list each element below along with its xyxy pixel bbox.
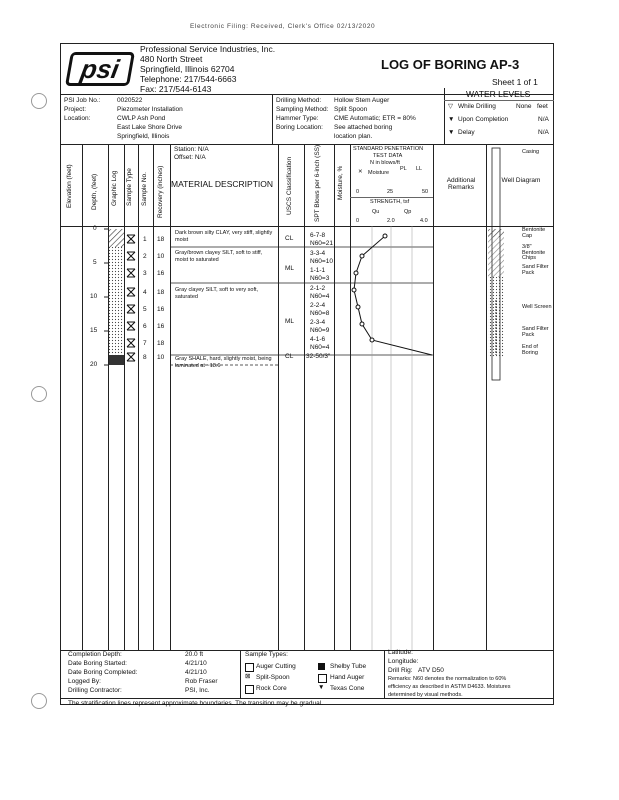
well-label: Sand Filter Pack [522,326,549,338]
sample-type-texas: Texas Cone [330,685,365,692]
drill-rig-value: ATV D50 [418,667,444,674]
uscs-label: ML [285,265,295,272]
footer-col-line [384,650,385,698]
sheet-number: Sheet 1 of 1 [492,77,538,87]
moisture-header: Moisture, % [337,165,344,200]
graphic-log-header: Graphic Log [111,170,118,206]
uscs-header: USCS Classification [286,156,293,215]
shelby-tube-icon [318,663,325,670]
spt-title: N in blows/ft [370,160,400,166]
spt-blows: 2-3-4 [310,319,326,326]
contractor-label: Drilling Contractor: [68,687,122,694]
spt-legend-moisture: Moisture [368,170,390,176]
depth-tick-label: 0 [93,225,97,232]
spt-n60: N60=10 [310,258,333,265]
material-description-header: MATERIAL DESCRIPTION [171,179,274,189]
delay-value: N/A [538,129,549,136]
remarks-text: Remarks: N60 denotes the normalization to 60% [388,676,507,682]
while-drilling-value: None [516,103,532,110]
location-label: Location: [64,115,91,122]
sample-no: 1 [143,236,147,243]
completion-depth-value: 20.0 ft [185,651,204,658]
sample-no-header: Sample No. [141,172,148,206]
company-name: Professional Service Industries, Inc. [140,44,276,54]
strength-scale-0: 0 [356,218,360,224]
sample-type-header: Sample Type [126,168,133,206]
company-telephone: Telephone: 217/544-6663 [140,74,237,84]
remarks-text: efficiency as described in ASTM D4633. Moistures [388,684,511,690]
sample-no: 5 [143,306,147,313]
longitude-label: Longitude: [388,658,419,665]
depth-header: Depth, (feet) [91,173,98,210]
date-completed-value: 4/21/10 [185,669,207,676]
remarks-text: determined by visual methods. [388,692,463,698]
elevation-header: Elevation (feet) [66,164,73,208]
material-description: Gray clayey SILT, soft to very soft, saturated [175,287,259,300]
company-street: 480 North Street [140,54,203,64]
sample-no: 2 [143,253,147,260]
depth-tick-label: 20 [90,361,98,368]
spt-n60: N60=4 [310,293,330,300]
strength-scale-4: 4.0 [420,218,428,224]
completion-depth-label: Completion Depth: [68,651,122,658]
uscs-label: CL [285,235,294,242]
boring-location-label: Boring Location: [276,124,323,131]
boring-location-value: See attached boring [334,124,393,131]
recovery-header: Recovery (inches) [157,165,164,218]
while-drilling-unit: feet [537,103,548,110]
sample-recovery: 18 [157,340,165,347]
sampling-method-label: Sampling Method: [276,106,329,113]
report-title: LOG OF BORING AP-3 [381,57,520,72]
hammer-type-value: CME Automatic; ETR = 80% [334,115,416,122]
well-diagram-header: Well Diagram [501,177,541,184]
sampling-method-value: Split Spoon [334,106,368,113]
rock-core-icon [245,685,254,694]
well-label: Well Screen [522,304,552,310]
sample-no: 6 [143,323,147,330]
sample-no: 4 [143,289,147,296]
spt-n60: N60=3 [310,275,330,282]
spt-blows: 32-50/3" [306,353,331,360]
sample-type-rock: Rock Core [256,685,287,692]
spt-title: STANDARD PENETRATION [353,146,424,152]
material-description: Gray/brown clayey SILT, soft to stiff, moist to saturated [175,250,263,263]
project-label: Project: [64,106,87,113]
sample-type-hand: Hand Auger [330,674,365,681]
water-triangle-icon: ▽ [448,103,453,110]
stratification-note: The stratification lines represent approximate boundaries. The transition may be gradual. [68,700,323,707]
strength-title: STRENGTH, tsf [370,199,410,205]
auger-cutting-icon [245,663,254,672]
job-label: PSI Job No.: [64,97,101,104]
spt-n60: N60=9 [310,327,330,334]
texas-cone-icon: ▼ [318,684,325,691]
company-city: Springfield, Illinois 62704 [140,64,235,74]
location-value: CWLP Ash Pond [117,115,166,122]
latitude-label: Latitude: [388,649,413,656]
material-description: Dark brown silty CLAY, very stiff, slightly moist [175,230,273,243]
sample-recovery: 18 [157,289,165,296]
uscs-label: CL [285,353,294,360]
spt-blows: 1-1-1 [310,267,326,274]
station-label: Station: N/A [174,146,209,153]
spt-legend-pl: PL [400,166,407,172]
sample-type-auger: Auger Cutting [256,663,296,670]
remarks-header: Additional Remarks [446,177,476,191]
date-completed-label: Date Boring Completed: [68,669,138,676]
spt-scale-0: 0 [356,189,360,195]
location-value: East Lake Shore Drive [117,124,183,131]
strength-scale-2: 2.0 [387,218,395,224]
sample-recovery: 16 [157,306,165,313]
sample-recovery: 16 [157,323,165,330]
spt-n60: N60=21 [310,240,333,247]
spt-scale-50: 50 [422,189,429,195]
filing-stamp: Electronic Filing: Received, Clerk's Office 02/13/2020 [190,23,376,30]
sample-recovery: 16 [157,270,165,277]
water-triangle-icon: ▼ [448,129,455,136]
spt-blows: 2-2-4 [310,302,326,309]
boring-location-value: location plan. [334,133,373,140]
sample-no: 7 [143,340,147,347]
stratum-lines [170,247,433,365]
sample-recovery: 10 [157,253,165,260]
project-value: Piezometer Installation [117,106,183,113]
material-description: Gray SHALE, hard, slightly moist, being laminated at ~18.6 [175,356,272,369]
moisture-x-icon: ✕ [358,169,363,175]
spt-scale-25: 25 [387,189,394,195]
well-label: Bentonite Cap [522,227,546,239]
date-started-label: Date Boring Started: [68,660,127,667]
spt-legend-ll: LL [416,166,423,172]
sample-recovery: 10 [157,354,165,361]
depth-tick-label: 10 [90,293,98,300]
company-fax: Fax: 217/544-6143 [140,84,212,94]
split-spoon-icon: ⊠ [245,673,251,680]
spt-blows: 2-1-2 [310,285,326,292]
well-label: End of Boring [522,344,538,356]
spt-gridlines [372,226,412,650]
drill-rig-label: Drill Rig: [388,667,413,674]
sample-no: 3 [143,270,147,277]
hand-auger-icon [318,674,327,683]
drilling-method-value: Hollow Stem Auger [334,97,390,104]
logged-by-value: Rob Fraser [185,678,218,685]
uscs-label: ML [285,318,295,325]
drilling-method-label: Drilling Method: [276,97,322,104]
job-value: 0020522 [117,97,143,104]
spt-n-curve [354,236,432,355]
strength-qp: Qp [404,209,412,215]
offset-label: Offset: N/A [174,154,206,161]
sample-recovery: 18 [157,236,165,243]
sample-types-label: Sample Types: [245,651,288,658]
hammer-type-label: Hammer Type: [276,115,319,122]
spt-blows: 4-1-6 [310,336,326,343]
sample-type-icons [127,235,135,361]
strength-qu: Qu [372,209,380,215]
water-triangle-icon: ▼ [448,116,455,123]
depth-tick-label: 15 [90,327,98,334]
sample-no: 8 [143,354,147,361]
footer-col-line [240,650,241,698]
spt-blows: 3-3-4 [310,250,326,257]
date-started-value: 4/21/10 [185,660,207,667]
well-label: Sand Filter Pack [522,264,549,276]
sample-type-shelby: Shelby Tube [330,663,367,670]
spt-blows: 6-7-8 [310,232,326,239]
delay-label: Delay [458,129,475,136]
well-label: 3/8" Bentonite Chips [522,244,546,261]
upon-completion-label: Upon Completion [458,116,509,123]
location-value: Springfield, Illinois [117,133,170,140]
footer-divider [60,650,554,651]
upon-completion-value: N/A [538,116,549,123]
well-column [488,148,504,380]
spt-title: TEST DATA [373,153,403,159]
spt-n60: N60=8 [310,310,330,317]
graphic-log-column [109,229,124,365]
sample-type-split: Split-Spoon [256,674,290,681]
well-label: Casing [522,149,540,155]
spt-blows-header: SPT Blows per 6-inch (SS) [314,144,321,222]
logged-by-label: Logged By: [68,678,101,685]
spt-n60: N60=4 [310,344,330,351]
spt-points [352,234,387,342]
contractor-value: PSI, Inc. [185,687,210,694]
while-drilling-label: While Drilling [458,103,496,110]
depth-ticks [104,229,108,365]
logo-text: psi [78,54,122,84]
water-levels-title: WATER LEVELS [466,89,531,99]
footer-divider [60,698,554,699]
depth-tick-label: 5 [93,259,97,266]
